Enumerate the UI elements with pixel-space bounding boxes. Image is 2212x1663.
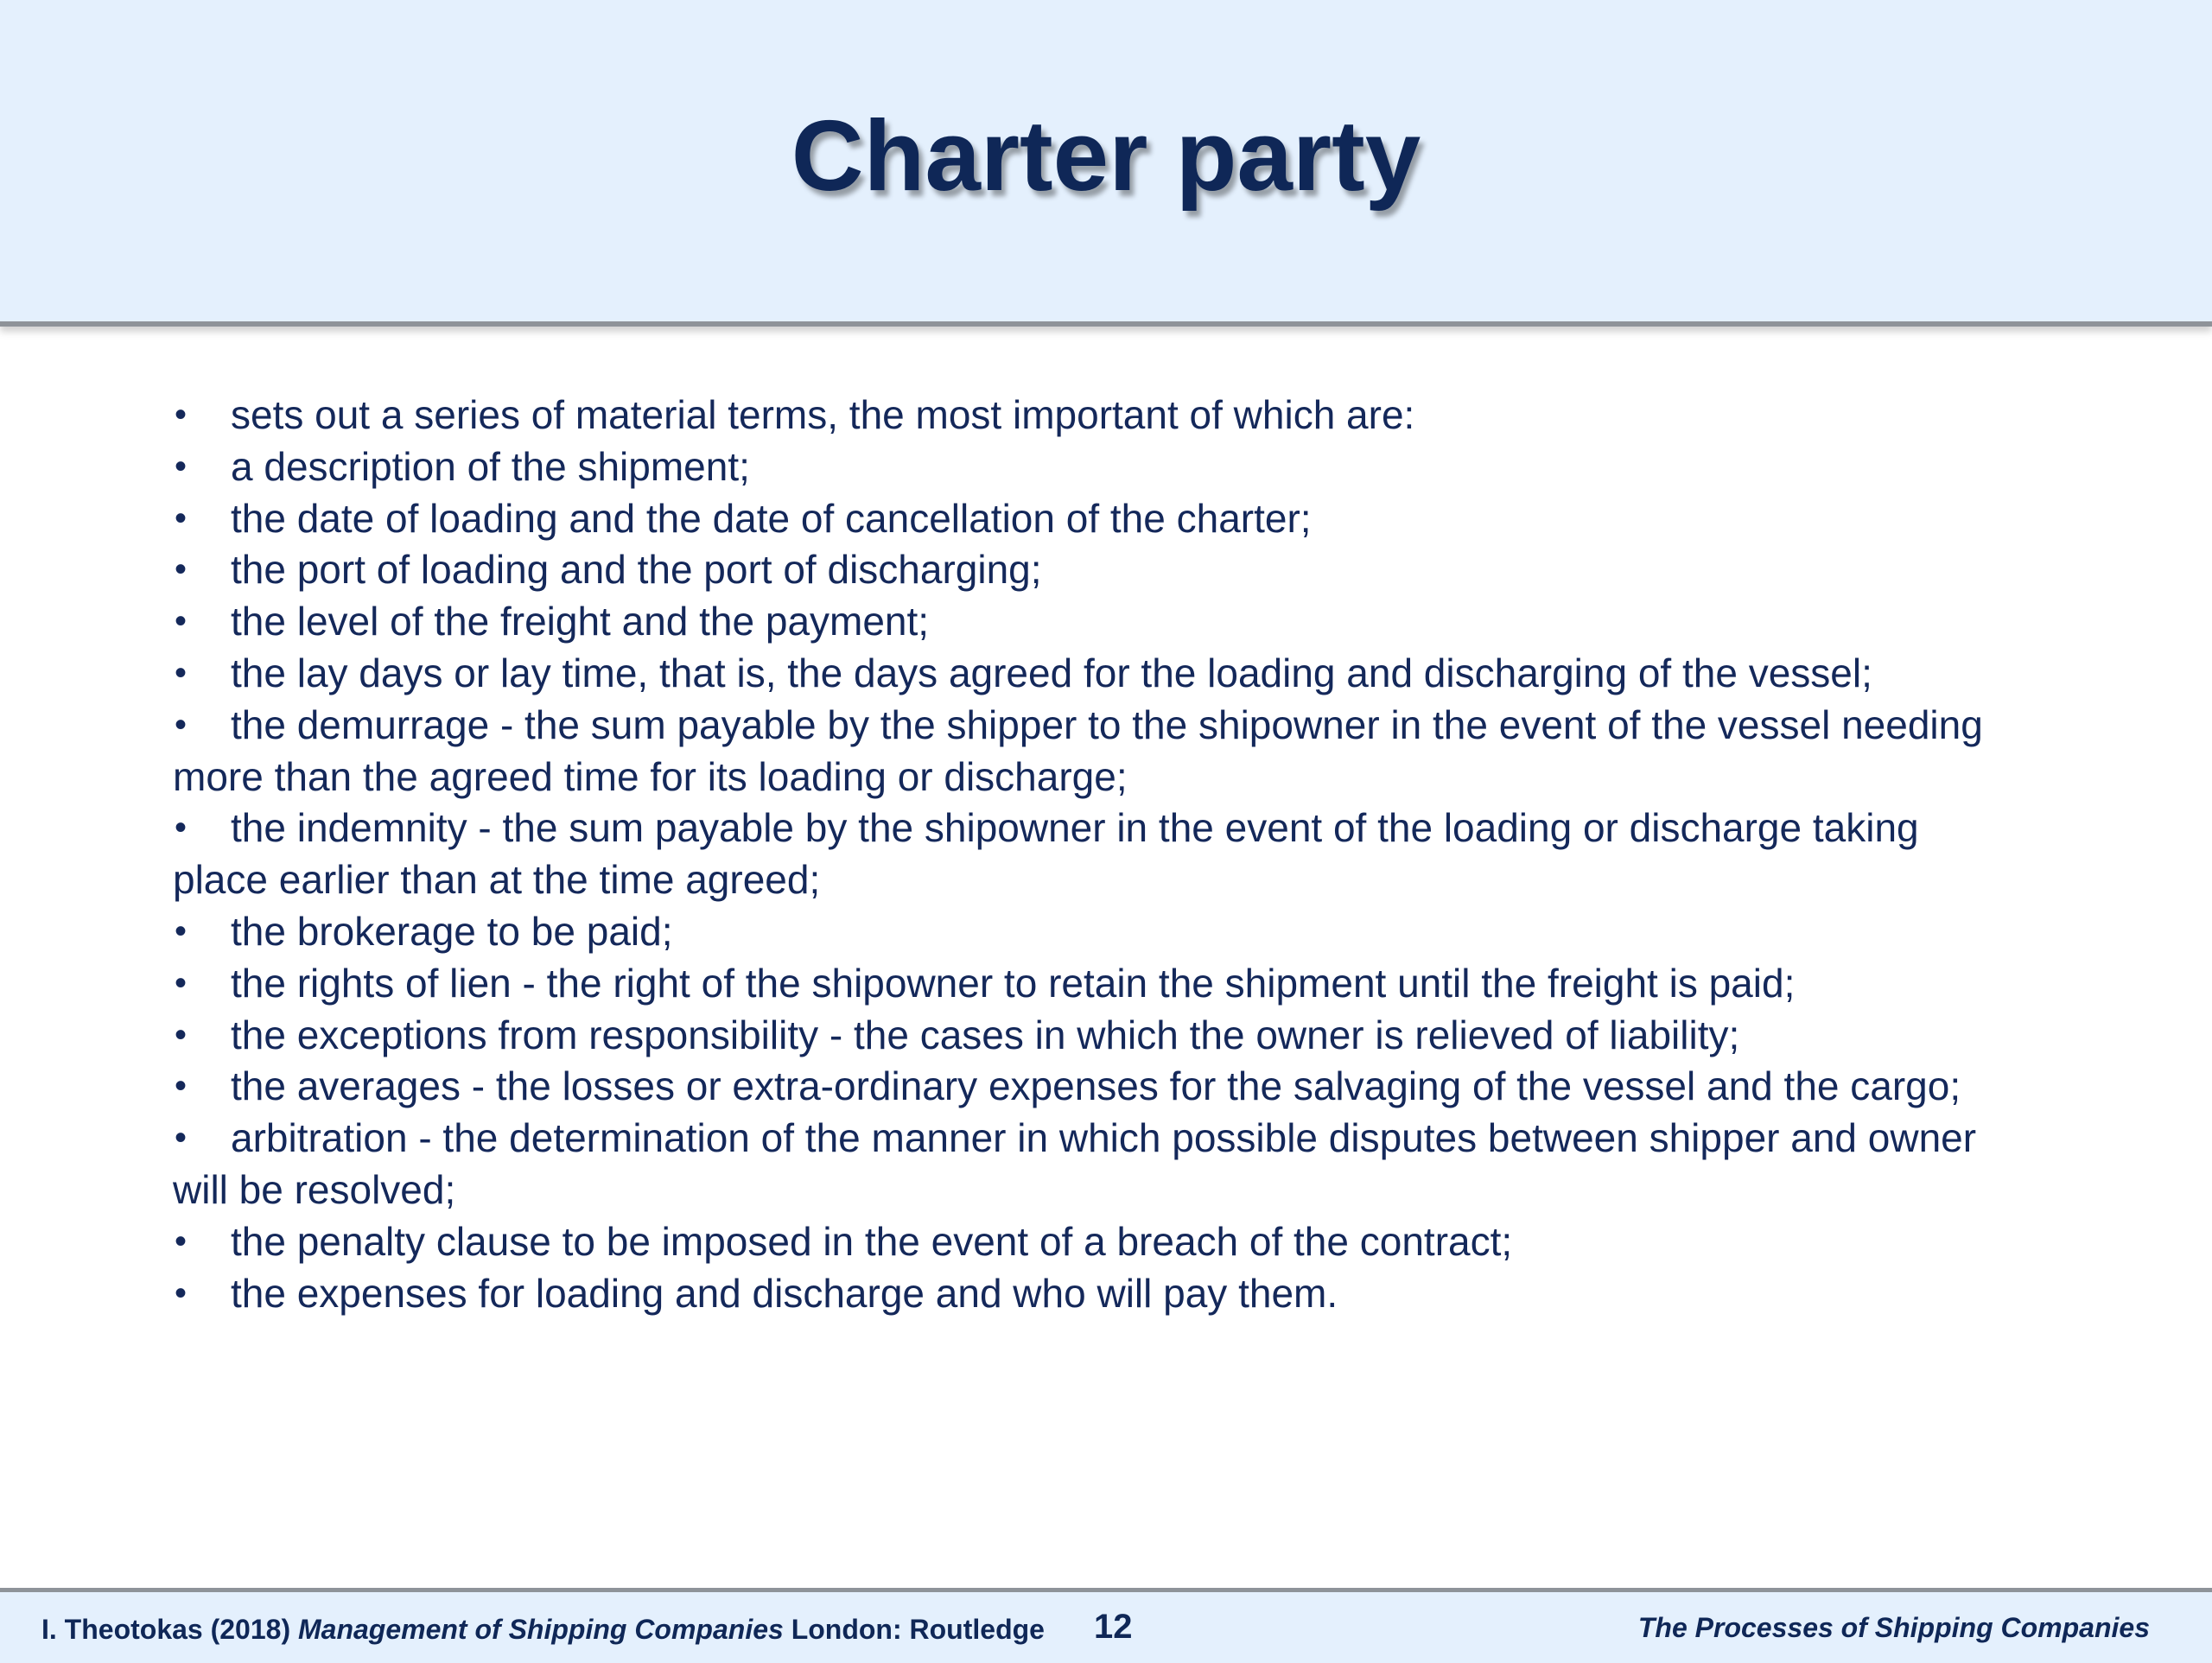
bullet-icon: • <box>175 911 188 950</box>
list-item-text: the averages - the losses or extra-ordinary expenses for the salvaging of the vessel and the cargo; <box>231 1063 1961 1109</box>
bullet-icon: • <box>175 1067 188 1106</box>
list-item-text: a description of the shipment; <box>231 443 750 489</box>
bullet-icon: • <box>175 396 188 434</box>
list-item-text: the penalty clause to be imposed in the event of a breach of the contract; <box>231 1218 1513 1264</box>
list-item <box>173 958 2074 1010</box>
list-item <box>173 1216 2074 1268</box>
bullet-icon: • <box>175 1222 188 1260</box>
footer-section-title: The Processes of Shipping Companies <box>1637 1612 2150 1643</box>
bullet-icon: • <box>175 705 188 744</box>
bullet-icon: • <box>175 1015 188 1054</box>
list-item-text: the exceptions from responsibility - the cases in which the owner is relieved of liability; <box>231 1012 1740 1057</box>
list-item-text: the brokerage to be paid; <box>231 908 673 954</box>
list-item <box>173 906 2074 958</box>
list-item-text: the indemnity - the sum payable by the shipowner in the event of the loading or discharge taking place earlier than at the time agreed; <box>173 805 1919 903</box>
bullet-icon: • <box>175 1273 188 1312</box>
page-number: 12 <box>1094 1608 1133 1646</box>
citation-publisher: London: Routledge <box>791 1614 1045 1645</box>
list-item <box>173 700 2022 803</box>
bullet-icon: • <box>175 498 188 537</box>
footer-citation <box>41 1612 1045 1647</box>
list-item <box>173 544 2074 596</box>
list-item <box>173 596 2074 648</box>
list-item <box>173 803 2022 906</box>
list-item <box>173 390 2074 441</box>
citation-title: Management of Shipping Companies <box>297 1614 784 1645</box>
list-item-text: the rights of lien - the right of the shipowner to retain the shipment until the freight is paid; <box>231 960 1796 1006</box>
citation-author: I. Theotokas (2018) <box>41 1614 291 1645</box>
list-item <box>173 1113 2022 1216</box>
list-item-text: the demurrage - the sum payable by the shipper to the shipowner in the event of the vessel needing more than the agreed time for its loading or discharge; <box>173 701 1983 799</box>
list-item <box>173 441 2074 493</box>
list-item-text: the port of loading and the port of discharging; <box>231 547 1042 593</box>
bullet-list <box>173 390 2074 1319</box>
bullet-icon: • <box>175 447 188 486</box>
list-item-text: the date of loading and the date of cancellation of the charter; <box>231 495 1312 541</box>
list-item <box>173 1061 2022 1113</box>
slide-title: Charter party <box>791 99 1421 212</box>
bullet-icon: • <box>175 963 188 1002</box>
bullet-icon: • <box>175 653 188 692</box>
list-item <box>173 1010 2074 1062</box>
bullet-icon: • <box>175 1119 188 1158</box>
bullet-icon: • <box>175 550 188 589</box>
bullet-icon: • <box>175 809 188 847</box>
list-item-text: the level of the freight and the payment; <box>231 599 930 644</box>
list-item-text: arbitration - the determination of the manner in which possible disputes between shipper and owner will be resolved; <box>173 1115 1977 1212</box>
list-item <box>173 648 2074 700</box>
bullet-icon: • <box>175 602 188 641</box>
list-item <box>173 1268 2074 1320</box>
list-item <box>173 493 2074 545</box>
list-item-text: the expenses for loading and discharge and who will pay them. <box>231 1270 1338 1316</box>
list-item-text: the lay days or lay time, that is, the days agreed for the loading and discharging of the vessel; <box>231 650 1872 695</box>
list-item-text: sets out a series of material terms, the most important of which are: <box>231 392 1415 437</box>
